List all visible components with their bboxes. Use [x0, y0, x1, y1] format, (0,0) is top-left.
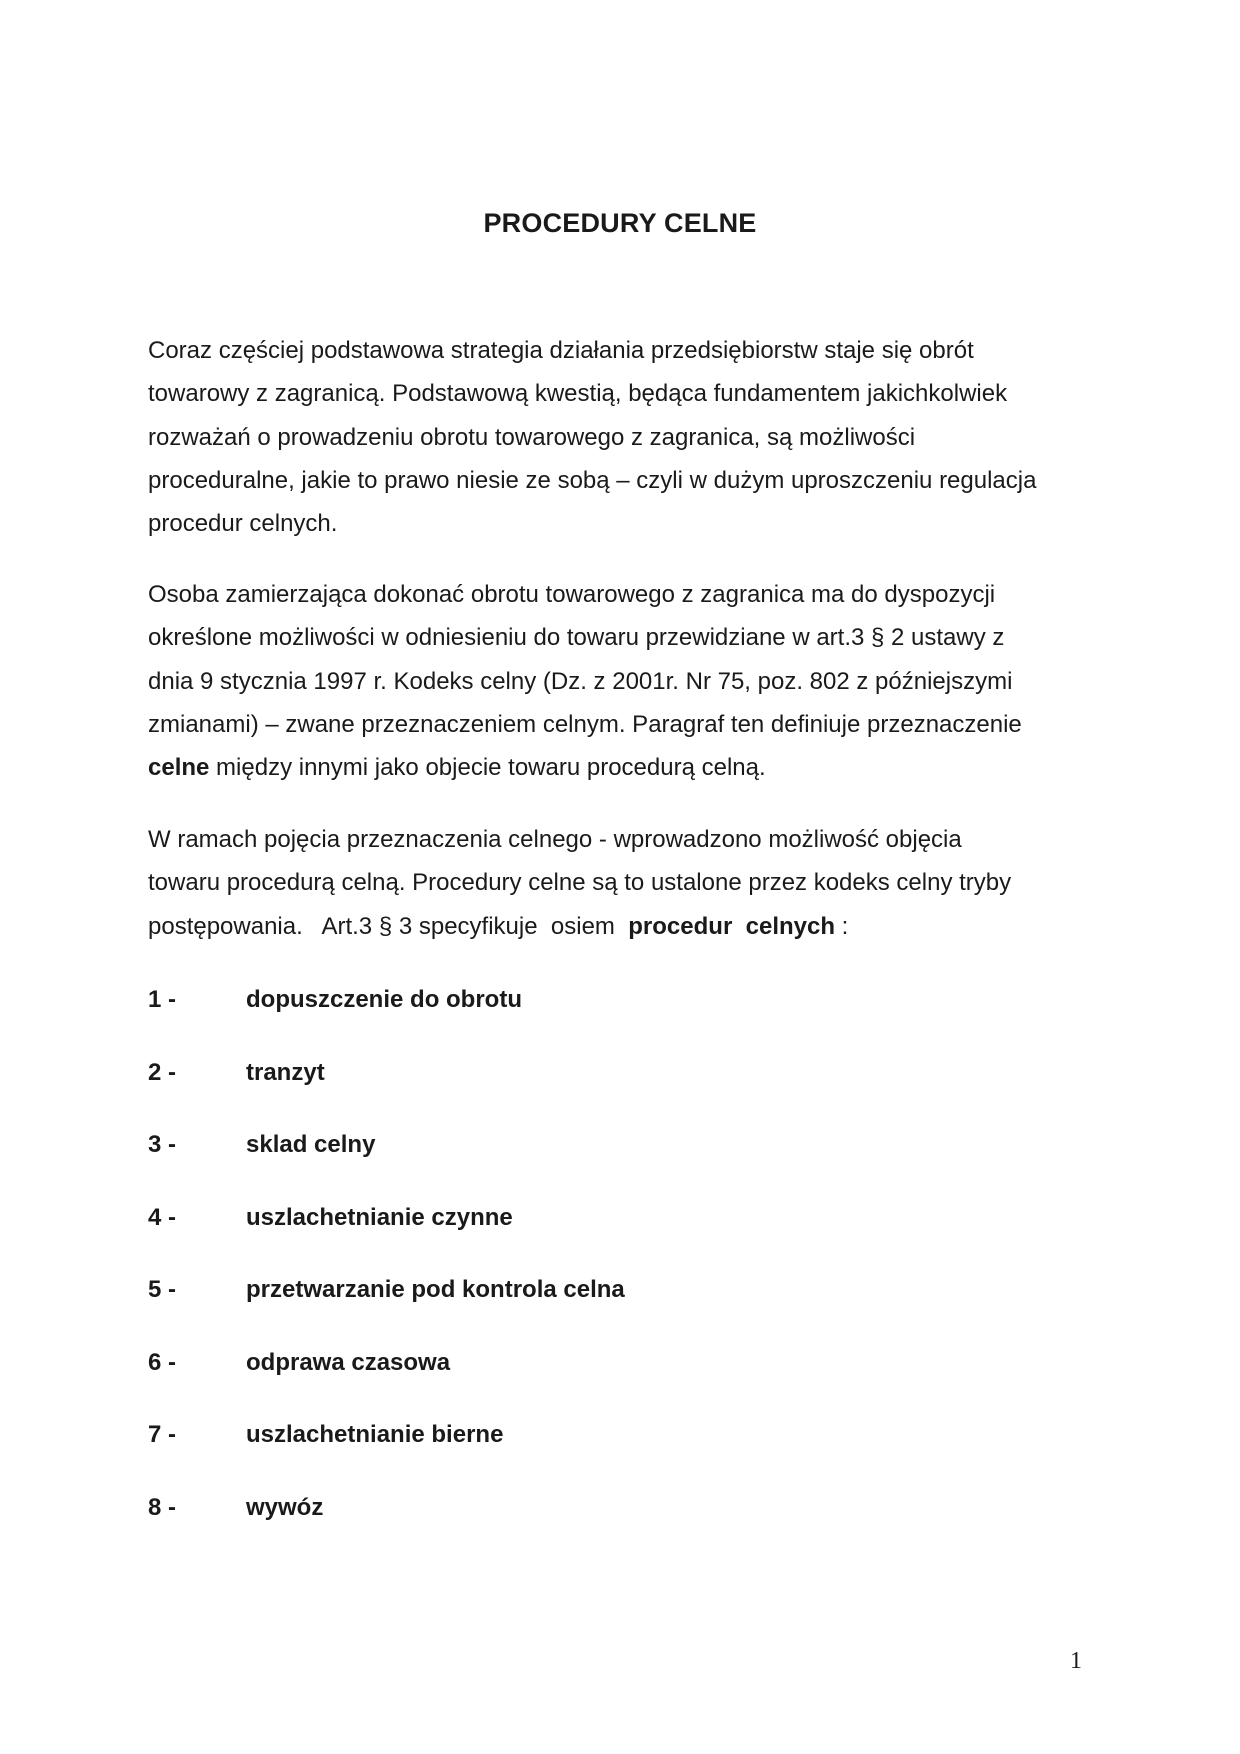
list-item — [148, 1196, 625, 1269]
paragraph-line: zmianami) – zwane przeznaczeniem celnym. Paragraf ten definiuje przeznaczenie — [148, 710, 1022, 738]
line-end: : — [835, 912, 849, 940]
paragraph-line: proceduralne, jakie to prawo niesie ze sobą – czyli w dużym uproszczeniu regulacja — [148, 466, 1037, 494]
paragraph-customs-procedures — [148, 818, 1098, 948]
item-number: 8 - — [148, 1493, 177, 1521]
list-item — [148, 978, 625, 1051]
item-label: tranzyt — [246, 1058, 325, 1086]
document-title: PROCEDURY CELNE — [483, 208, 757, 238]
paragraph-line: Osoba zamierzająca dokonać obrotu towarowego z zagranica ma do dyspozycji — [148, 581, 996, 608]
paragraph-line — [148, 905, 1098, 948]
page-number: 1 — [1070, 1648, 1082, 1674]
paragraph-line: W ramach pojęcia przeznaczenia celnego - wprowadzono możliwość objęcia — [148, 826, 962, 853]
bold-term: procedur celnych — [628, 912, 835, 940]
item-number: 6 - — [148, 1348, 177, 1376]
paragraph-line: procedur celnych. — [148, 510, 338, 538]
list-item — [148, 1413, 625, 1486]
paragraph-line: określone możliwości w odniesieniu do towaru przewidziane w art.3 § 2 ustawy z — [148, 624, 1005, 652]
list-item — [148, 1051, 625, 1124]
item-label: uszlachetnianie czynne — [246, 1203, 513, 1231]
item-number: 5 - — [148, 1276, 177, 1303]
list-item — [148, 1486, 625, 1559]
paragraph-line: dnia 9 stycznia 1997 r. Kodeks celny (Dz. z 2001r. Nr 75, poz. 802 z późniejszymi — [148, 667, 1013, 695]
item-number: 2 - — [148, 1058, 177, 1086]
list-item — [148, 1123, 625, 1196]
line-start: postępowania. Art.3 § 3 specyfikuje osiem — [148, 912, 629, 940]
paragraph-line: towarowy z zagranicą. Podstawową kwestią, będąca fundamentem jakichkolwiek — [148, 380, 1008, 408]
item-label: przetwarzanie pod kontrola celna — [246, 1276, 625, 1303]
item-label: odprawa czasowa — [246, 1348, 451, 1376]
paragraph-intro — [148, 329, 1098, 545]
paragraph-customs-destination — [148, 573, 1098, 789]
item-label: sklad celny — [246, 1131, 376, 1158]
item-label: uszlachetnianie bierne — [246, 1421, 504, 1448]
item-label: wywóz — [246, 1493, 324, 1521]
item-number: 3 - — [148, 1131, 177, 1158]
list-item — [148, 1341, 625, 1414]
item-number: 4 - — [148, 1203, 177, 1231]
procedure-list — [148, 978, 625, 1558]
bold-term: celne — [148, 754, 210, 782]
paragraph-line: Coraz częściej podstawowa strategia działania przedsiębiorstw staje się obrót — [148, 337, 974, 364]
item-number: 1 - — [148, 986, 177, 1013]
paragraph-line — [148, 746, 1098, 789]
item-label: dopuszczenie do obrotu — [246, 986, 522, 1013]
item-number: 7 - — [148, 1421, 177, 1448]
line-rest: między innymi jako objecie towaru procedurą celną. — [209, 754, 766, 782]
paragraph-line: rozważań o prowadzeniu obrotu towarowego z zagranica, są możliwości — [148, 423, 916, 451]
paragraph-line: towaru procedurą celną. Procedury celne są to ustalone przez kodeks celny tryby — [148, 869, 1012, 897]
list-item — [148, 1268, 625, 1341]
